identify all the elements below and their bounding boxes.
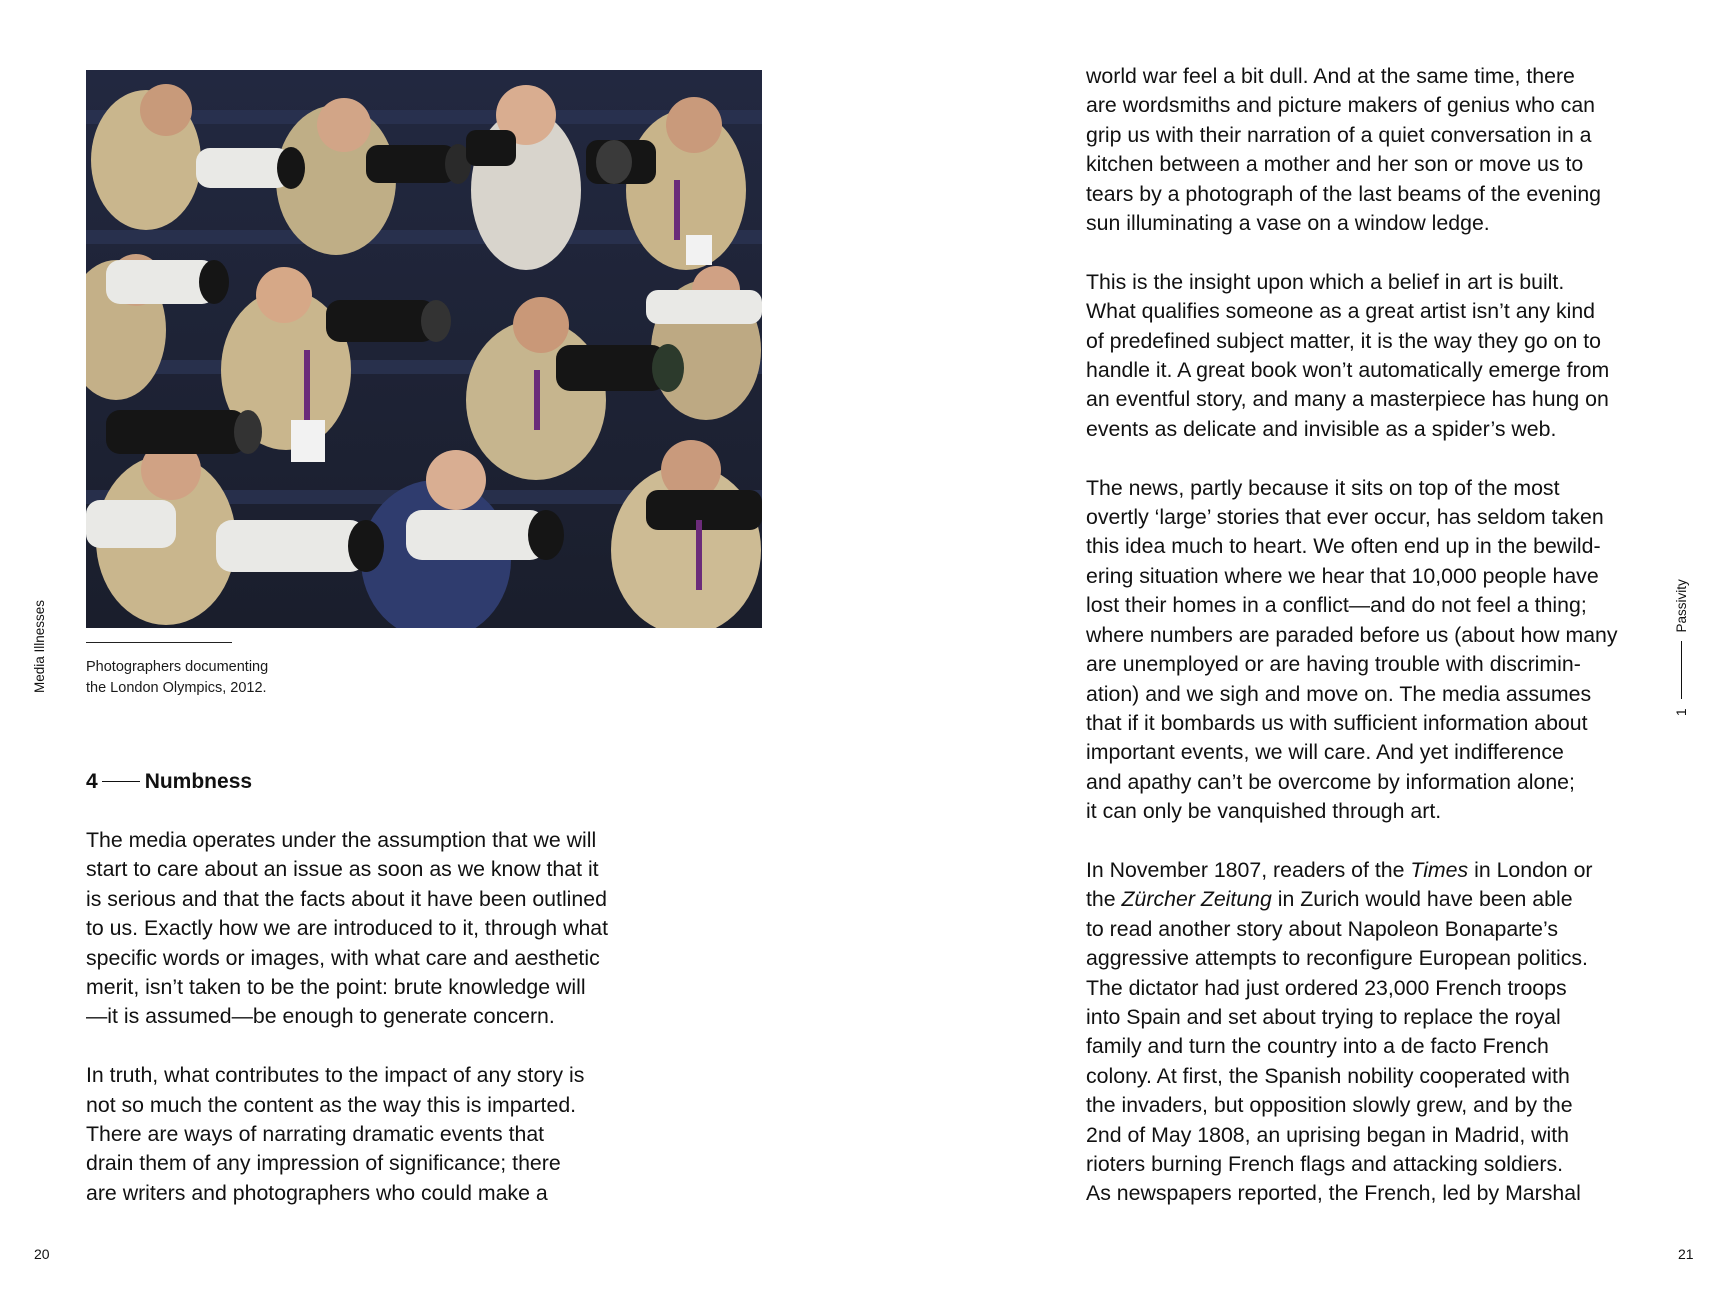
body-text-left [86,826,686,1208]
paragraph: This is the insight upon which a belief in art is built. What qualifies someone as a great artist isn’t any kind of predefined subject matter, it is the way they go on to handle it. A great book won’t automatically emerge from an eventful story, and many a masterpiece has hung on events as delicate and invisible as a spider’s web. [1086,269,1610,441]
caption-rule [86,642,232,643]
caption-line-1: Photographers documenting [86,659,269,675]
paragraph-with-italics [1086,856,1686,1209]
section-number: 4 [86,770,98,793]
paragraph: The news, partly because it sits on top of the most overtly ‘large’ stories that ever occur, has seldom taken this idea much to heart. We often end up in the bewild- ering situation where we hear that 10,000 people have lost their homes in a conflict—and do not feel a thing; where numbers are paraded before us (about how many are unemployed or are having trouble with discrimin- ation) and we sigh and move on. The media assumes that if it bombards us with sufficient information about important events, we will care. And yet indifference and apathy can’t be overcome by information alone; it can only be vanquished through art. [1086,475,1618,824]
text-run: In November 1807, readers of the [1086,857,1411,882]
text-run: in Zurich would have been able to read another story about Napoleon Bonaparte’s aggressive attempts to reconfigure European politics. The dictator had just ordered 23,000 French troops into Spain and set about trying to replace the royal family and turn the country into a de facto French colony. At first, the Spanish nobility cooperated with the invaders, but opposition slowly grew, and by the 2nd of May 1808, an uprising began in Madrid, with rioters burning French flags and attacking soldiers. As newspapers reported, the French, led by Marshal [1086,887,1588,1206]
text-run: in London or the [1086,857,1593,912]
chapter-number: 1 [1674,708,1689,716]
italic-title-zurcher-zeitung: Zürcher Zeitung [1121,887,1272,912]
running-head-left [32,590,52,700]
caption-line-2: the London Olympics, 2012. [86,680,267,696]
section-title: Numbness [144,770,253,793]
running-head-right [1674,570,1694,720]
section-heading [86,768,252,796]
running-head-rule [1681,641,1682,699]
paragraph: In truth, what contributes to the impact of any story is not so much the content as the way this is imparted. There are ways of narrating dramatic events that drain them of any impression of significance; there are writers and photographers who could make a [86,1063,585,1205]
chapter-title: Passivity [1674,579,1689,633]
page-number-left: 20 [34,1246,50,1262]
photo-illustration [86,70,762,628]
section-dash [102,781,140,782]
body-text-right [1086,62,1686,1209]
photo-photographers [86,70,762,628]
running-head-title: Media Illnesses [32,599,47,693]
paragraph: world war feel a bit dull. And at the same time, there are wordsmiths and picture makers of genius who can grip us with their narration of a quiet conversation in a kitchen between a mother and her son or move us to tears by a photograph of the last beams of the evening sun illuminating a vase on a window ledge. [1086,64,1602,236]
italic-title-times: Times [1410,857,1469,882]
photo-caption [86,657,346,699]
paragraph: The media operates under the assumption that we will start to care about an issue as soon as we know that it is serious and that the facts about it have been outlined to us. Exactly how we are introduced to it, through what specific words or images, with what care and aesthetic merit, isn’t taken to be the point: brute knowledge will —it is assumed—be enough to generate concern. [86,828,609,1029]
page-number-right: 21 [1678,1246,1694,1262]
